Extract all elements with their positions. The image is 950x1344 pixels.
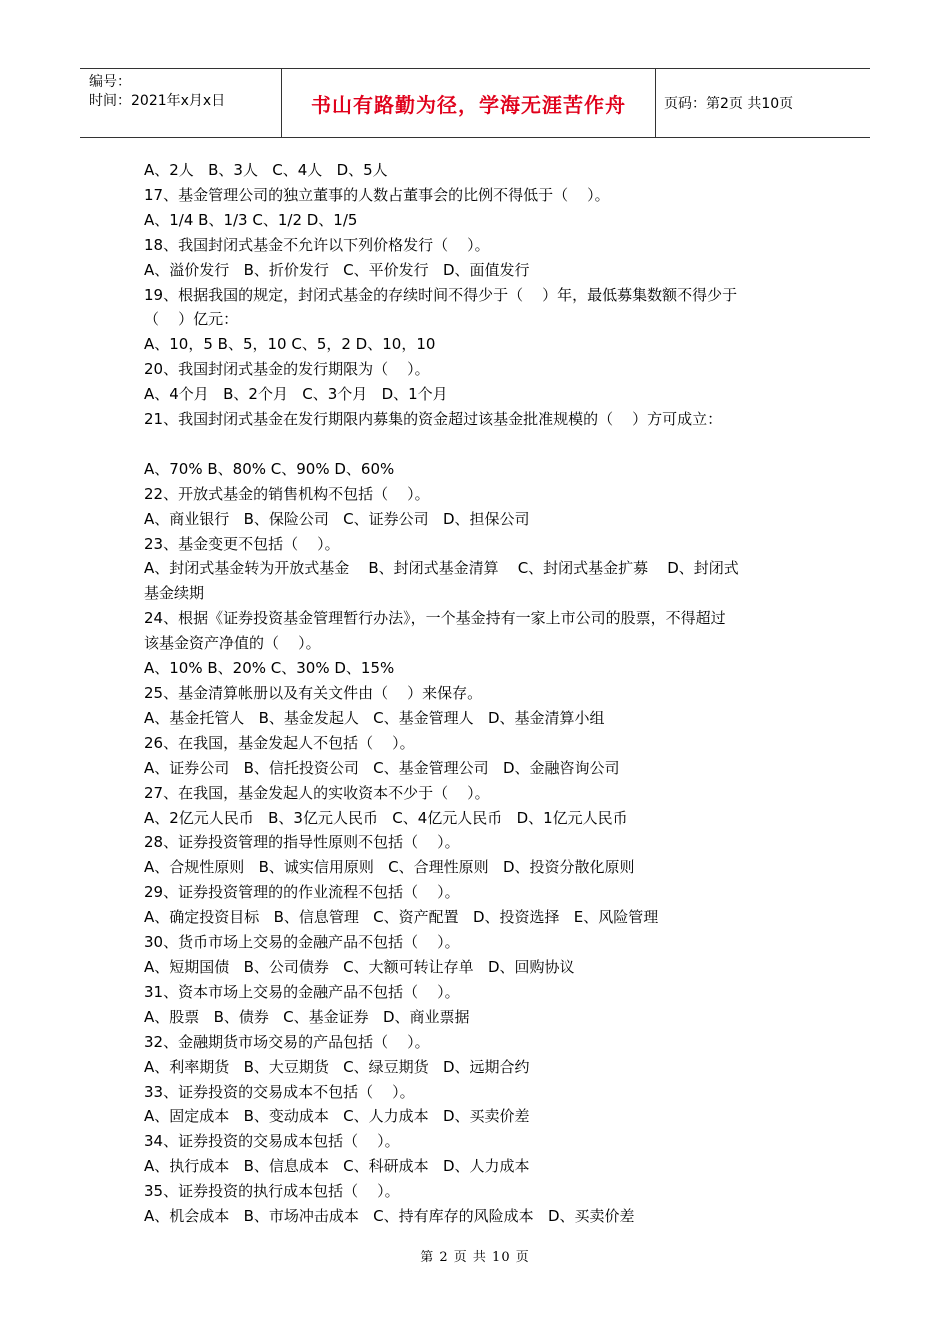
text-line: A、10，5 B、5，10 C、5，2 D、10，10 [144,335,436,354]
text-line: 32、金融期货市场交易的产品包括（ ）。 [144,1032,430,1051]
text-line: A、固定成本 B、变动成本 C、人力成本 D、买卖价差 [144,1107,530,1126]
text-line: 22、开放式基金的销售机构不包括（ ）。 [144,484,430,503]
text-line: 21、我国封闭式基金在发行期限内募集的资金超过该基金批准规模的（ ）方可成立： [144,410,723,429]
text-line: A、封闭式基金转为开放式基金 B、封闭式基金清算 C、封闭式基金扩募 D、封闭式 [144,559,739,578]
header-page-info [656,69,870,137]
motto-text: 书山有路勤为径，学海无涯苦作舟 [311,92,626,117]
text-line: A、机会成本 B、市场冲击成本 C、持有库存的风险成本 D、买卖价差 [144,1207,635,1226]
page-footer: 第 2 页 共 10 页 [420,1250,530,1265]
page-header [80,68,870,138]
text-line: A、短期国债 B、公司债券 C、大额可转让存单 D、回购协议 [144,957,575,976]
text-line: A、商业银行 B、保险公司 C、证券公司 D、担保公司 [144,509,530,528]
text-line: A、10% B、20% C、30% D、15% [144,659,395,678]
date-label: 时间：2021年x月x日 [89,93,226,109]
text-line: A、确定投资目标 B、信息管理 C、资产配置 D、投资选择 E、风险管理 [144,908,659,927]
text-line: A、利率期货 B、大豆期货 C、绿豆期货 D、远期合约 [144,1057,530,1076]
text-line: A、合规性原则 B、诚实信用原则 C、合理性原则 D、投资分散化原则 [144,858,635,877]
text-line: A、证券公司 B、信托投资公司 C、基金管理公司 D、金融咨询公司 [144,758,620,777]
text-line: 30、货币市场上交易的金融产品不包括（ ）。 [144,933,460,952]
text-line: A、2亿元人民币 B、3亿元人民币 C、4亿元人民币 D、1亿元人民币 [144,808,628,827]
text-line: 27、在我国，基金发起人的实收资本不少于（ ）。 [144,783,490,802]
text-line: 31、资本市场上交易的金融产品不包括（ ）。 [144,982,460,1001]
text-line: A、70% B、80% C、90% D、60% [144,459,395,478]
text-line: 24、根据《证券投资基金管理暂行办法》，一个基金持有一家上市公司的股票，不得超过 [144,609,726,628]
text-line: （ ）亿元： [144,310,239,329]
text-line: 25、基金清算帐册以及有关文件由（ ）来保存。 [144,684,483,703]
document-body [144,158,824,1229]
text-line: A、4个月 B、2个月 C、3个月 D、1个月 [144,385,448,404]
header-meta [80,69,282,137]
text-line: 17、基金管理公司的独立董事的人数占董事会的比例不得低于（ ）。 [144,185,610,204]
text-line: 26、在我国，基金发起人不包括（ ）。 [144,733,415,752]
text-line: 20、我国封闭式基金的发行期限为（ ）。 [144,360,430,379]
text-line: 33、证券投资的交易成本不包括（ ）。 [144,1082,415,1101]
header-motto-cell [282,69,656,137]
text-line: A、股票 B、债券 C、基金证券 D、商业票据 [144,1007,470,1026]
text-line: 35、证券投资的执行成本包括（ ）。 [144,1182,400,1201]
doc-number-label: 编号： [89,74,131,90]
text-line: 23、基金变更不包括（ ）。 [144,534,340,553]
text-line: A、2人 B、3人 C、4人 D、5人 [144,161,388,179]
text-line: 28、证券投资管理的指导性原则不包括（ ）。 [144,833,460,852]
text-line: A、执行成本 B、信息成本 C、科研成本 D、人力成本 [144,1157,530,1176]
page-info-text: 页码：第2页 共10页 [664,96,794,112]
text-line: A、基金托管人 B、基金发起人 C、基金管理人 D、基金清算小组 [144,708,605,727]
text-line: A、1/4 B、1/3 C、1/2 D、1/5 [144,210,358,229]
text-line: 基金续期 [144,584,205,603]
text-line: 34、证券投资的交易成本包括（ ）。 [144,1132,400,1151]
text-line: 18、我国封闭式基金不允许以下列价格发行（ ）。 [144,235,490,254]
text-line: A、溢价发行 B、折价发行 C、平价发行 D、面值发行 [144,260,530,279]
text-line: 19、根据我国的规定，封闭式基金的存续时间不得少于（ ）年，最低募集数额不得少于 [144,285,738,304]
text-line: 29、证券投资管理的的作业流程不包括（ ）。 [144,883,460,902]
text-line: 该基金资产净值的（ ）。 [144,634,321,653]
text-line [144,432,824,457]
